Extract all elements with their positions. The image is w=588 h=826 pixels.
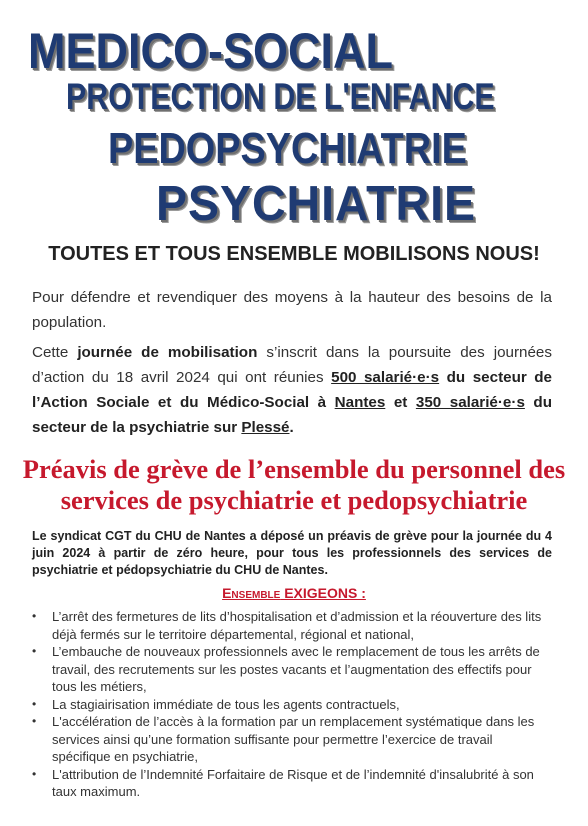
- strike-notice-heading: Préavis de grève de l’ensemble du personnel des services de psychiatrie et pedopsychiatrie: [22, 454, 566, 515]
- title-protection-enfance: PROTECTION DE L'ENFANCE: [66, 76, 495, 117]
- list-item: • L’embauche de nouveaux professionnels avec le remplacement de tous les arrêts de travail, des recrutements sur les postes vacants et l’augmentation des effectifs pour tous les métiers,: [32, 644, 540, 694]
- intro-paragraph: Pour défendre et revendiquer des moyens à la hauteur des besoins de la population.: [32, 289, 552, 331]
- title-pedopsychiatrie: PEDOPSYCHIATRIE: [108, 124, 467, 173]
- demands-heading: Ensemble EXIGEONS :: [222, 585, 366, 601]
- list-item: • L'attribution de l’Indemnité Forfaitaire de Risque et de l’indemnité d'insalubrité à son taux maximum.: [32, 766, 534, 799]
- bullet-icon: •: [32, 609, 37, 623]
- bullet-icon: •: [32, 714, 37, 728]
- list-item: • La stagiairisation immédiate de tous les agents contractuels,: [32, 696, 400, 712]
- mobilisation-paragraph: Cette journée de mobilisation s’inscrit dans la poursuite des journées d’action du 18 avril 2024 qui ont réunies 500 salarié·e·s du secteur de l’Action Sociale et du Médico-Social à Nantes et 350 salarié·e·s du secteur de la psychiatrie sur Plessé.: [32, 344, 553, 436]
- bullet-icon: •: [32, 644, 37, 658]
- bullet-icon: •: [32, 696, 37, 711]
- demands-list: [32, 608, 552, 801]
- list-item: • L'accélération de l’accès à la formation par un remplacement systématique dans les services ainsi qu’une formation suffisante pour permettre l’exercice de travail spécifique en psychiatrie,: [32, 714, 535, 764]
- title-medico-social: MEDICO-SOCIAL: [28, 23, 393, 79]
- list-item: • L’arrêt des fermetures de lits d’hospitalisation et d’admission et la réouverture des lits déjà fermés sur le territoire départemental, régional et national,: [32, 609, 542, 642]
- bullet-icon: •: [32, 766, 37, 781]
- slogan: TOUTES ET TOUS ENSEMBLE MOBILISONS NOUS!: [48, 243, 540, 265]
- title-psychiatrie: PSYCHIATRIE: [156, 177, 476, 231]
- syndicat-statement: Le syndicat CGT du CHU de Nantes a déposé un préavis de grève pour la journée du 4 juin 2024 à partir de zéro heure, pour tous les professionnels des services de psychiatrie et pédopsychiatrie du CHU de Nantes.: [32, 529, 552, 577]
